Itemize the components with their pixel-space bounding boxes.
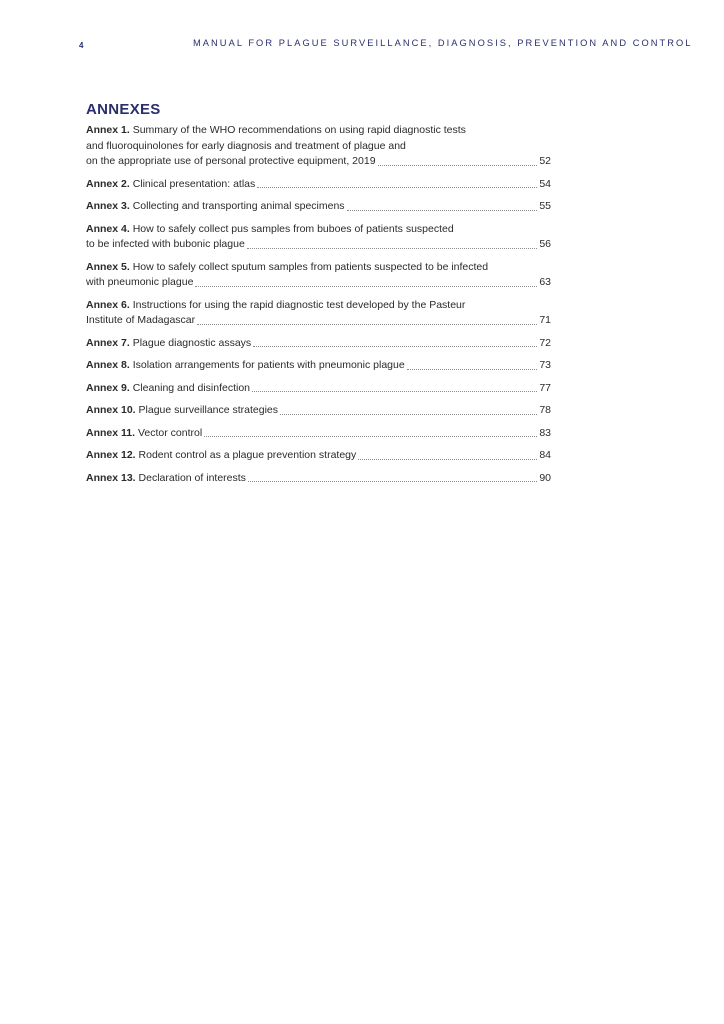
toc-entry-label: Annex 12. [86,449,136,461]
toc-line-text [86,237,245,253]
toc-page-number: 72 [539,336,551,349]
toc-line [86,177,551,193]
toc-line [86,275,551,291]
dot-leader [257,187,537,188]
toc-line-text [86,124,466,136]
toc-entry-title: Cleaning and disinfection [132,381,251,394]
toc-page-number: 84 [539,449,551,461]
running-header: MANUAL FOR PLAGUE SURVEILLANCE, DIAGNOSIS, PREVENTION AND CONTROL [193,38,693,48]
toc-entry-label: Annex 11. [86,426,136,439]
toc-entry-title: Plague diagnostic assays [132,336,252,349]
toc-entry-title: Summary of the WHO recommendations on using rapid diagnostic tests [132,124,466,136]
toc-line-text [86,403,278,419]
dot-leader [347,210,538,211]
toc-page-number: 63 [539,276,551,288]
toc-entry[interactable] [86,177,551,193]
toc-entry-title: on the appropriate use of personal protective equipment, 2019 [86,155,376,167]
dot-leader [280,414,537,415]
toc-line [86,448,551,464]
dot-leader [248,481,537,482]
toc-entry-title: Plague surveillance strategies [138,404,279,416]
toc-entry-title: Vector control [137,426,203,439]
toc-page-number: 77 [539,381,551,394]
toc-entry-label: Annex 9. [86,381,130,394]
toc-line-text [86,426,202,442]
page-number: 4 [79,41,84,50]
toc-line-text [86,358,405,374]
dot-leader [358,459,537,460]
toc-entry-title: Institute of Madagascar [86,314,196,326]
toc-line-text [86,154,376,170]
toc-entry[interactable] [86,222,551,253]
toc-entry[interactable] [86,448,551,464]
toc-line [86,260,551,276]
toc-entry-label: Annex 2. [86,177,130,190]
toc-line [86,313,551,329]
toc-page-number: 73 [539,359,551,371]
toc-line-text [86,223,454,235]
toc-entry[interactable] [86,336,551,352]
dot-leader [253,346,537,347]
toc-entry[interactable] [86,199,551,215]
toc-page-number: 71 [539,314,551,326]
toc-entry-label: Annex 6. [86,298,130,311]
toc-line [86,381,551,397]
toc-line [86,154,551,170]
toc-entry-label: Annex 1. [86,124,130,136]
toc-line [86,426,551,442]
toc-line-text [86,313,195,329]
toc-entry-label: Annex 7. [86,336,130,349]
toc-entry[interactable] [86,123,551,170]
dot-leader [197,324,537,325]
toc-entry-title: Instructions for using the rapid diagnostic test developed by the Pasteur [132,298,466,311]
section-title: ANNEXES [86,101,161,118]
toc-entry-title: with pneumonic plague [86,276,194,288]
toc-line-text [86,448,356,464]
toc-page-number: 56 [539,238,551,250]
toc-entry-label: Annex 3. [86,200,130,212]
dot-leader [407,369,538,370]
toc-entry-label: Annex 8. [86,359,130,371]
toc-line [86,237,551,253]
toc-entry-title: Collecting and transporting animal specimens [132,200,345,212]
toc-line-text [86,336,251,352]
toc-entry[interactable] [86,298,551,329]
toc-entry-label: Annex 10. [86,404,136,416]
toc-line [86,222,551,238]
toc-entry[interactable] [86,403,551,419]
toc-entry-title: How to safely collect sputum samples from patients suspected to be infected [132,260,489,273]
dot-leader [204,436,537,437]
toc-entry-title: Declaration of interests [138,471,246,484]
toc-entry[interactable] [86,426,551,442]
toc-entry[interactable] [86,471,551,487]
toc-line-text [86,381,250,397]
toc-line [86,336,551,352]
toc-line [86,298,551,314]
toc-entry[interactable] [86,381,551,397]
toc-page-number: 52 [539,155,551,167]
table-of-contents [86,123,551,493]
toc-line-text [86,299,465,311]
toc-entry-label: Annex 5. [86,260,130,273]
dot-leader [378,165,538,166]
toc-page-number: 54 [539,177,551,190]
toc-page-number: 78 [539,404,551,416]
toc-line-text [86,199,345,215]
toc-line [86,123,551,139]
dot-leader [252,391,537,392]
toc-line-text [86,177,255,193]
toc-entry-label: Annex 4. [86,222,130,235]
toc-page-number: 90 [539,471,551,484]
toc-line [86,358,551,374]
toc-line [86,139,551,155]
toc-entry-title: Isolation arrangements for patients with pneumonic plague [132,359,405,371]
toc-entry-title: How to safely collect pus samples from buboes of patients suspected [132,222,454,235]
toc-page-number: 83 [539,426,551,439]
toc-line [86,471,551,487]
toc-entry-label: Annex 13. [86,471,136,484]
toc-line-text [86,140,406,152]
toc-page-number: 55 [539,200,551,212]
toc-entry-title: to be infected with bubonic plague [86,238,245,250]
toc-line-text [86,275,193,291]
dot-leader [247,248,538,249]
dot-leader [195,286,537,287]
toc-entry-title: Clinical presentation: atlas [132,177,256,190]
toc-line-text [86,471,246,487]
toc-entry[interactable] [86,358,551,374]
toc-entry[interactable] [86,260,551,291]
toc-entry-title: and fluoroquinolones for early diagnosis and treatment of plague and [86,139,406,152]
toc-entry-title: Rodent control as a plague prevention strategy [138,449,357,461]
toc-line [86,403,551,419]
toc-line [86,199,551,215]
toc-line-text [86,261,488,273]
